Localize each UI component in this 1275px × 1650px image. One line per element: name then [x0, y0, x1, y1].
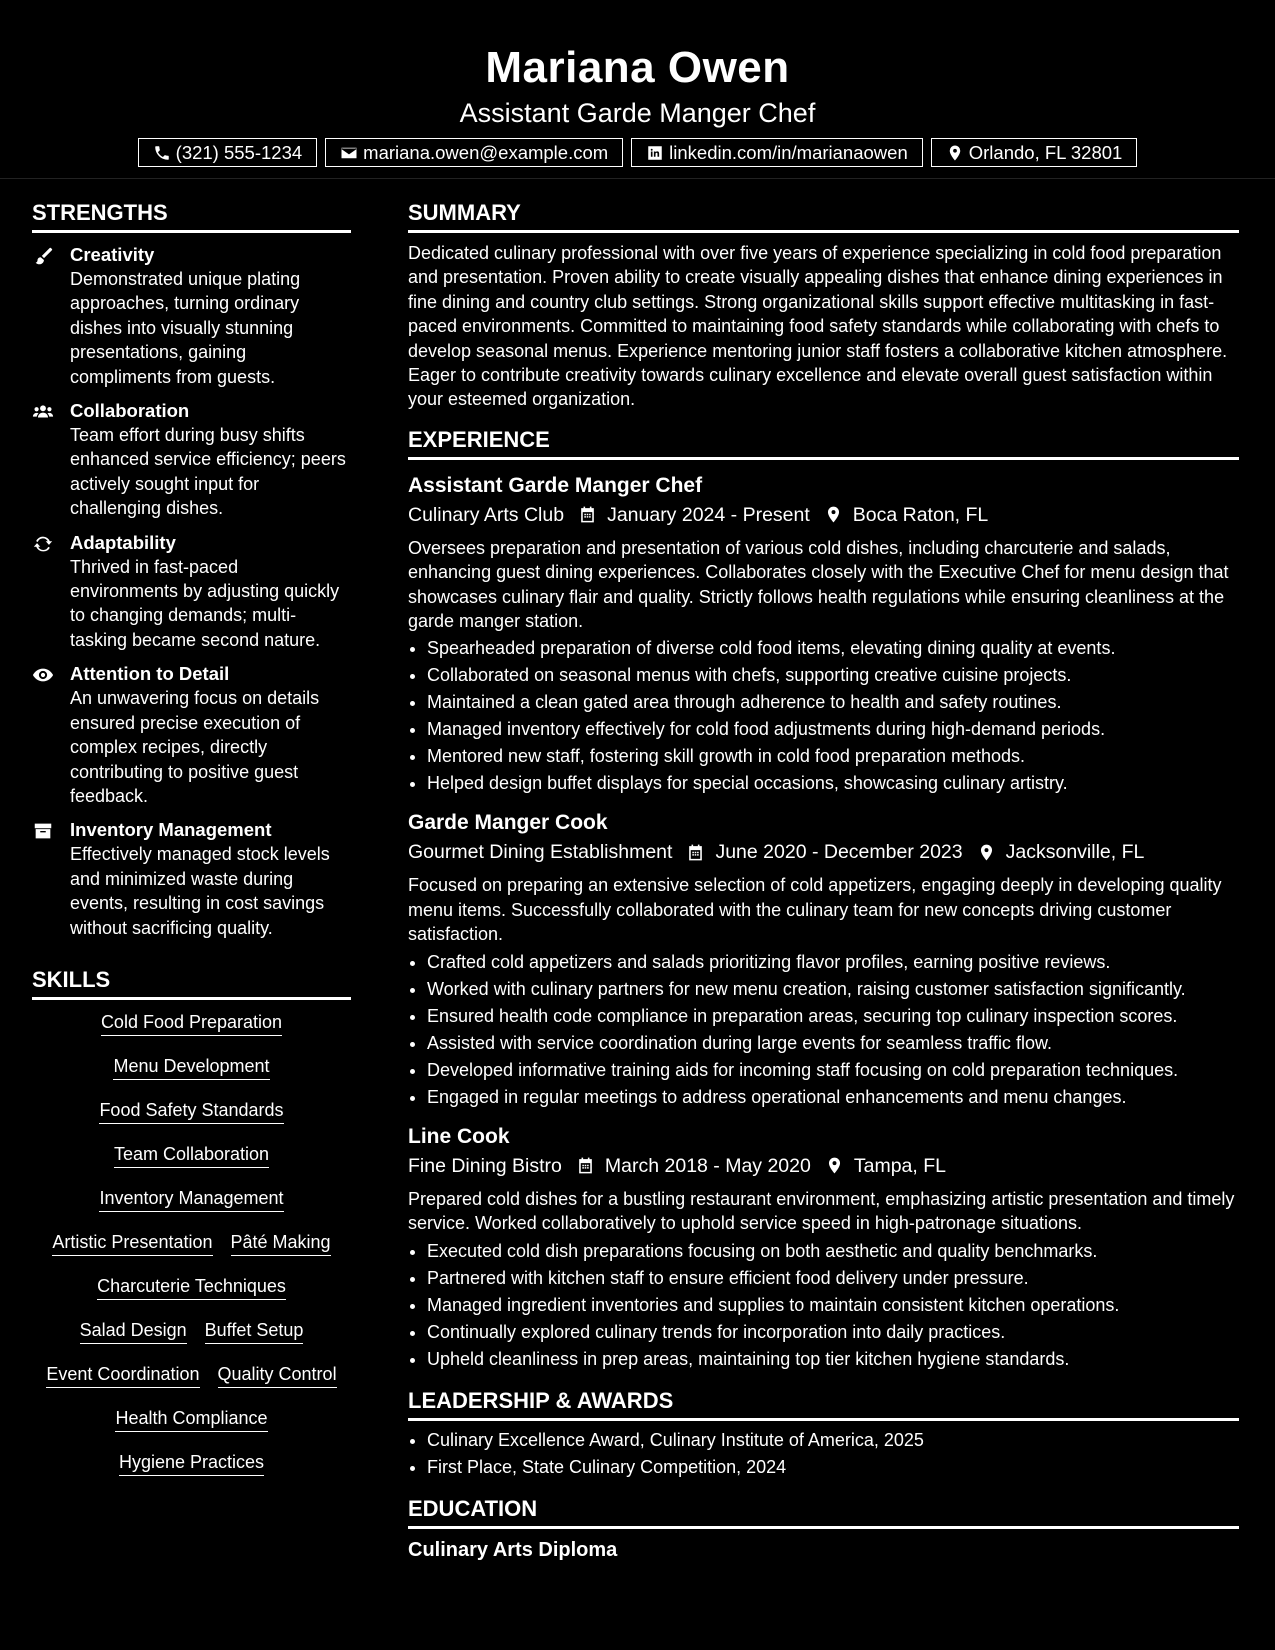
- skill-tag: Menu Development: [113, 1054, 269, 1080]
- contact-linkedin[interactable]: [631, 138, 923, 167]
- skill-tag: Cold Food Preparation: [101, 1010, 282, 1036]
- strength-item: [32, 818, 351, 940]
- strength-name: Inventory Management: [70, 819, 272, 841]
- strength-desc: Effectively managed stock levels and minimized waste during events, resulting in cost savings without sacrificing quality.: [70, 844, 330, 938]
- role-location: Boca Raton, FL: [852, 503, 989, 526]
- skill-tag: Health Compliance: [115, 1406, 267, 1432]
- list-item: • Culinary Excellence Award, Culinary Institute of America, 2025: [427, 1427, 1239, 1454]
- role-bullets: [408, 949, 1239, 1111]
- list-item: • Worked with culinary partners for new menu creation, raising customer satisfaction significantly.: [427, 976, 1239, 1003]
- list-item: • Developed informative training aids for incoming staff focusing on cold preparation techniques.: [427, 1057, 1239, 1084]
- list-item: • Managed ingredient inventories and supplies to maintain consistent kitchen operations.: [427, 1292, 1239, 1319]
- strength-desc: Team effort during busy shifts enhanced service efficiency; peers actively sought input for challenging dishes.: [70, 425, 346, 519]
- awards-list: [408, 1427, 1239, 1481]
- skill-tag: Artistic Presentation: [52, 1230, 212, 1256]
- role-dates: March 2018 - May 2020: [604, 1154, 811, 1177]
- location-pin-icon: [824, 505, 843, 524]
- skills-heading: SKILLS: [32, 966, 351, 1000]
- skill-tag: Food Safety Standards: [99, 1098, 283, 1124]
- left-column: [32, 179, 351, 1565]
- strength-item: [32, 531, 351, 653]
- role-desc: Oversees preparation and presentation of various cold dishes, including charcuterie and salads, enhancing guest dining experiences. Collaborates closely with the Executive Chef for menu design that showcases culinary flair and quality. Strictly follows health regulations while ensuring cleanliness at the garde manger station.: [408, 537, 1229, 632]
- contact-phone-text: (321) 555-1234: [175, 141, 303, 163]
- list-item: • Engaged in regular meetings to address operational enhancements and menu changes.: [427, 1084, 1239, 1111]
- role-title: Garde Manger Cook: [408, 811, 608, 835]
- role-meta: [408, 1151, 1239, 1181]
- role-meta: [408, 837, 1239, 867]
- phone-icon: [153, 144, 171, 162]
- summary-heading: SUMMARY: [408, 199, 1239, 233]
- list-item: • Partnered with kitchen staff to ensure efficient food delivery under pressure.: [427, 1265, 1239, 1292]
- education-heading: EDUCATION: [408, 1495, 1239, 1529]
- strength-desc: Demonstrated unique plating approaches, turning ordinary dishes into visually stunning presentations, gaining compliments from guests.: [70, 269, 301, 387]
- strength-name: Collaboration: [70, 400, 190, 422]
- skill-tag: Inventory Management: [99, 1186, 283, 1212]
- contact-email-text: mariana.owen@example.com: [363, 141, 609, 163]
- location-pin-icon: [946, 144, 964, 162]
- list-item: • Continually explored culinary trends for incorporation into daily practices.: [427, 1319, 1239, 1346]
- eye-icon: [32, 664, 54, 686]
- summary-text: Dedicated culinary professional with over five years of experience specializing in cold food preparation and presentation. Proven ability to create visually appealing dishes that enhance dining experiences in fine dining and country club settings. Strong organizational skills support effective multitasking in fast-paced environments. Committed to maintaining food safety standards while collaborating with chefs to develop seasonal menus. Experience mentoring junior staff fosters a collaborative kitchen atmosphere. Eager to contribute creativity towards culinary excellence and elevate overall guest satisfaction within your esteemed organization.: [408, 243, 1228, 410]
- list-item: • Ensured health code compliance in preparation areas, securing top culinary inspection scores.: [427, 1003, 1239, 1030]
- contact-linkedin-text: linkedin.com/in/marianaowen: [669, 141, 908, 163]
- role-company: Fine Dining Bistro: [408, 1154, 562, 1177]
- calendar-icon: [576, 1156, 595, 1175]
- list-item: • Executed cold dish preparations focusing on both aesthetic and quality benchmarks.: [427, 1238, 1239, 1265]
- role-dates: January 2024 - Present: [607, 503, 810, 526]
- list-item: • Maintained a clean gated area through adherence to health and safety routines.: [427, 689, 1239, 716]
- list-item: • Assisted with service coordination during large events for seamless traffic flow.: [427, 1030, 1239, 1057]
- strength-name: Creativity: [70, 244, 155, 265]
- list-item: • Crafted cold appetizers and salads prioritizing flavor profiles, earning positive reviews.: [427, 949, 1239, 976]
- list-item: • Collaborated on seasonal menus with chefs, supporting creative cuisine projects.: [427, 662, 1239, 689]
- awards-heading: LEADERSHIP & AWARDS: [408, 1387, 1239, 1421]
- skill-tag: Salad Design: [80, 1318, 187, 1344]
- contact-location-text: Orlando, FL 32801: [968, 141, 1123, 163]
- location-pin-icon: [977, 843, 996, 862]
- paintbrush-icon: [32, 245, 54, 267]
- role-bullets: [408, 1238, 1239, 1373]
- role-desc: Prepared cold dishes for a bustling restaurant environment, emphasizing artistic presentation and timely service. Worked collaboratively to uphold service speed in high-patronage situations.: [408, 1188, 1235, 1234]
- strength-item: [32, 662, 351, 808]
- role-company: Gourmet Dining Establishment: [408, 841, 673, 864]
- candidate-title: Assistant Garde Manger Chef: [459, 98, 816, 128]
- skill-tag: Team Collaboration: [114, 1142, 269, 1168]
- strength-desc: Thrived in fast-paced environments by adjusting quickly to changing demands; multi-tasking became second nature.: [70, 556, 340, 650]
- list-item: • Helped design buffet displays for special occasions, showcasing culinary artistry.: [427, 770, 1239, 797]
- experience-entry: [408, 472, 1239, 798]
- list-item: • Mentored new staff, fostering skill growth in cold food preparation methods.: [427, 743, 1239, 770]
- users-icon: [32, 401, 54, 423]
- skill-tag: Event Coordination: [46, 1362, 199, 1388]
- education-degree: Culinary Arts Diploma: [408, 1538, 618, 1561]
- skill-tag: Hygiene Practices: [119, 1450, 264, 1476]
- box-icon: [32, 820, 54, 842]
- strength-item: [32, 399, 351, 521]
- strength-desc: An unwavering focus on details ensured precise execution of complex recipes, directly contributing to positive guest feedback.: [70, 688, 320, 806]
- role-desc: Focused on preparing an extensive selection of cold appetizers, engaging deeply in developing quality menu items. Successfully collaborated with the culinary team for new concepts driving customer satisfaction.: [408, 875, 1222, 945]
- skill-tag: Quality Control: [218, 1362, 337, 1388]
- role-company: Culinary Arts Club: [408, 503, 565, 526]
- contact-phone: [138, 138, 318, 167]
- calendar-icon: [578, 505, 597, 524]
- list-item: • Upheld cleanliness in prep areas, maintaining top tier kitchen hygiene standards.: [427, 1346, 1239, 1373]
- strength-item: [32, 243, 351, 389]
- refresh-icon: [32, 533, 54, 555]
- location-pin-icon: [825, 1156, 844, 1175]
- resume-header: [0, 0, 1275, 179]
- strengths-heading: STRENGTHS: [32, 199, 351, 233]
- role-meta: [408, 500, 1239, 530]
- skill-tag: Buffet Setup: [205, 1318, 304, 1344]
- strength-name: Attention to Detail: [70, 663, 230, 685]
- candidate-name: Mariana Owen: [485, 43, 790, 92]
- strength-name: Adaptability: [70, 531, 176, 553]
- list-item: • Managed inventory effectively for cold food adjustments during high-demand periods.: [427, 716, 1239, 743]
- role-location: Jacksonville, FL: [1005, 841, 1145, 864]
- skills-list: [32, 1010, 351, 1494]
- list-item: • First Place, State Culinary Competition, 2024: [427, 1454, 1239, 1481]
- role-title: Assistant Garde Manger Chef: [408, 473, 703, 497]
- experience-entry: [408, 1123, 1239, 1373]
- linkedin-icon: [646, 144, 664, 162]
- role-dates: June 2020 - December 2023: [715, 841, 963, 864]
- calendar-icon: [686, 843, 705, 862]
- right-column: [408, 179, 1239, 1565]
- experience-heading: EXPERIENCE: [408, 426, 1239, 460]
- contact-bar: [0, 138, 1275, 167]
- role-title: Line Cook: [408, 1124, 510, 1148]
- role-bullets: [408, 635, 1239, 797]
- list-item: • Spearheaded preparation of diverse cold food items, elevating dining quality at events.: [427, 635, 1239, 662]
- experience-entry: [408, 809, 1239, 1110]
- envelope-icon: [340, 144, 358, 162]
- skill-tag: Charcuterie Techniques: [97, 1274, 286, 1300]
- contact-email[interactable]: [325, 138, 623, 167]
- skill-tag: Pâté Making: [231, 1230, 331, 1256]
- contact-location: [931, 138, 1138, 167]
- role-location: Tampa, FL: [853, 1154, 946, 1177]
